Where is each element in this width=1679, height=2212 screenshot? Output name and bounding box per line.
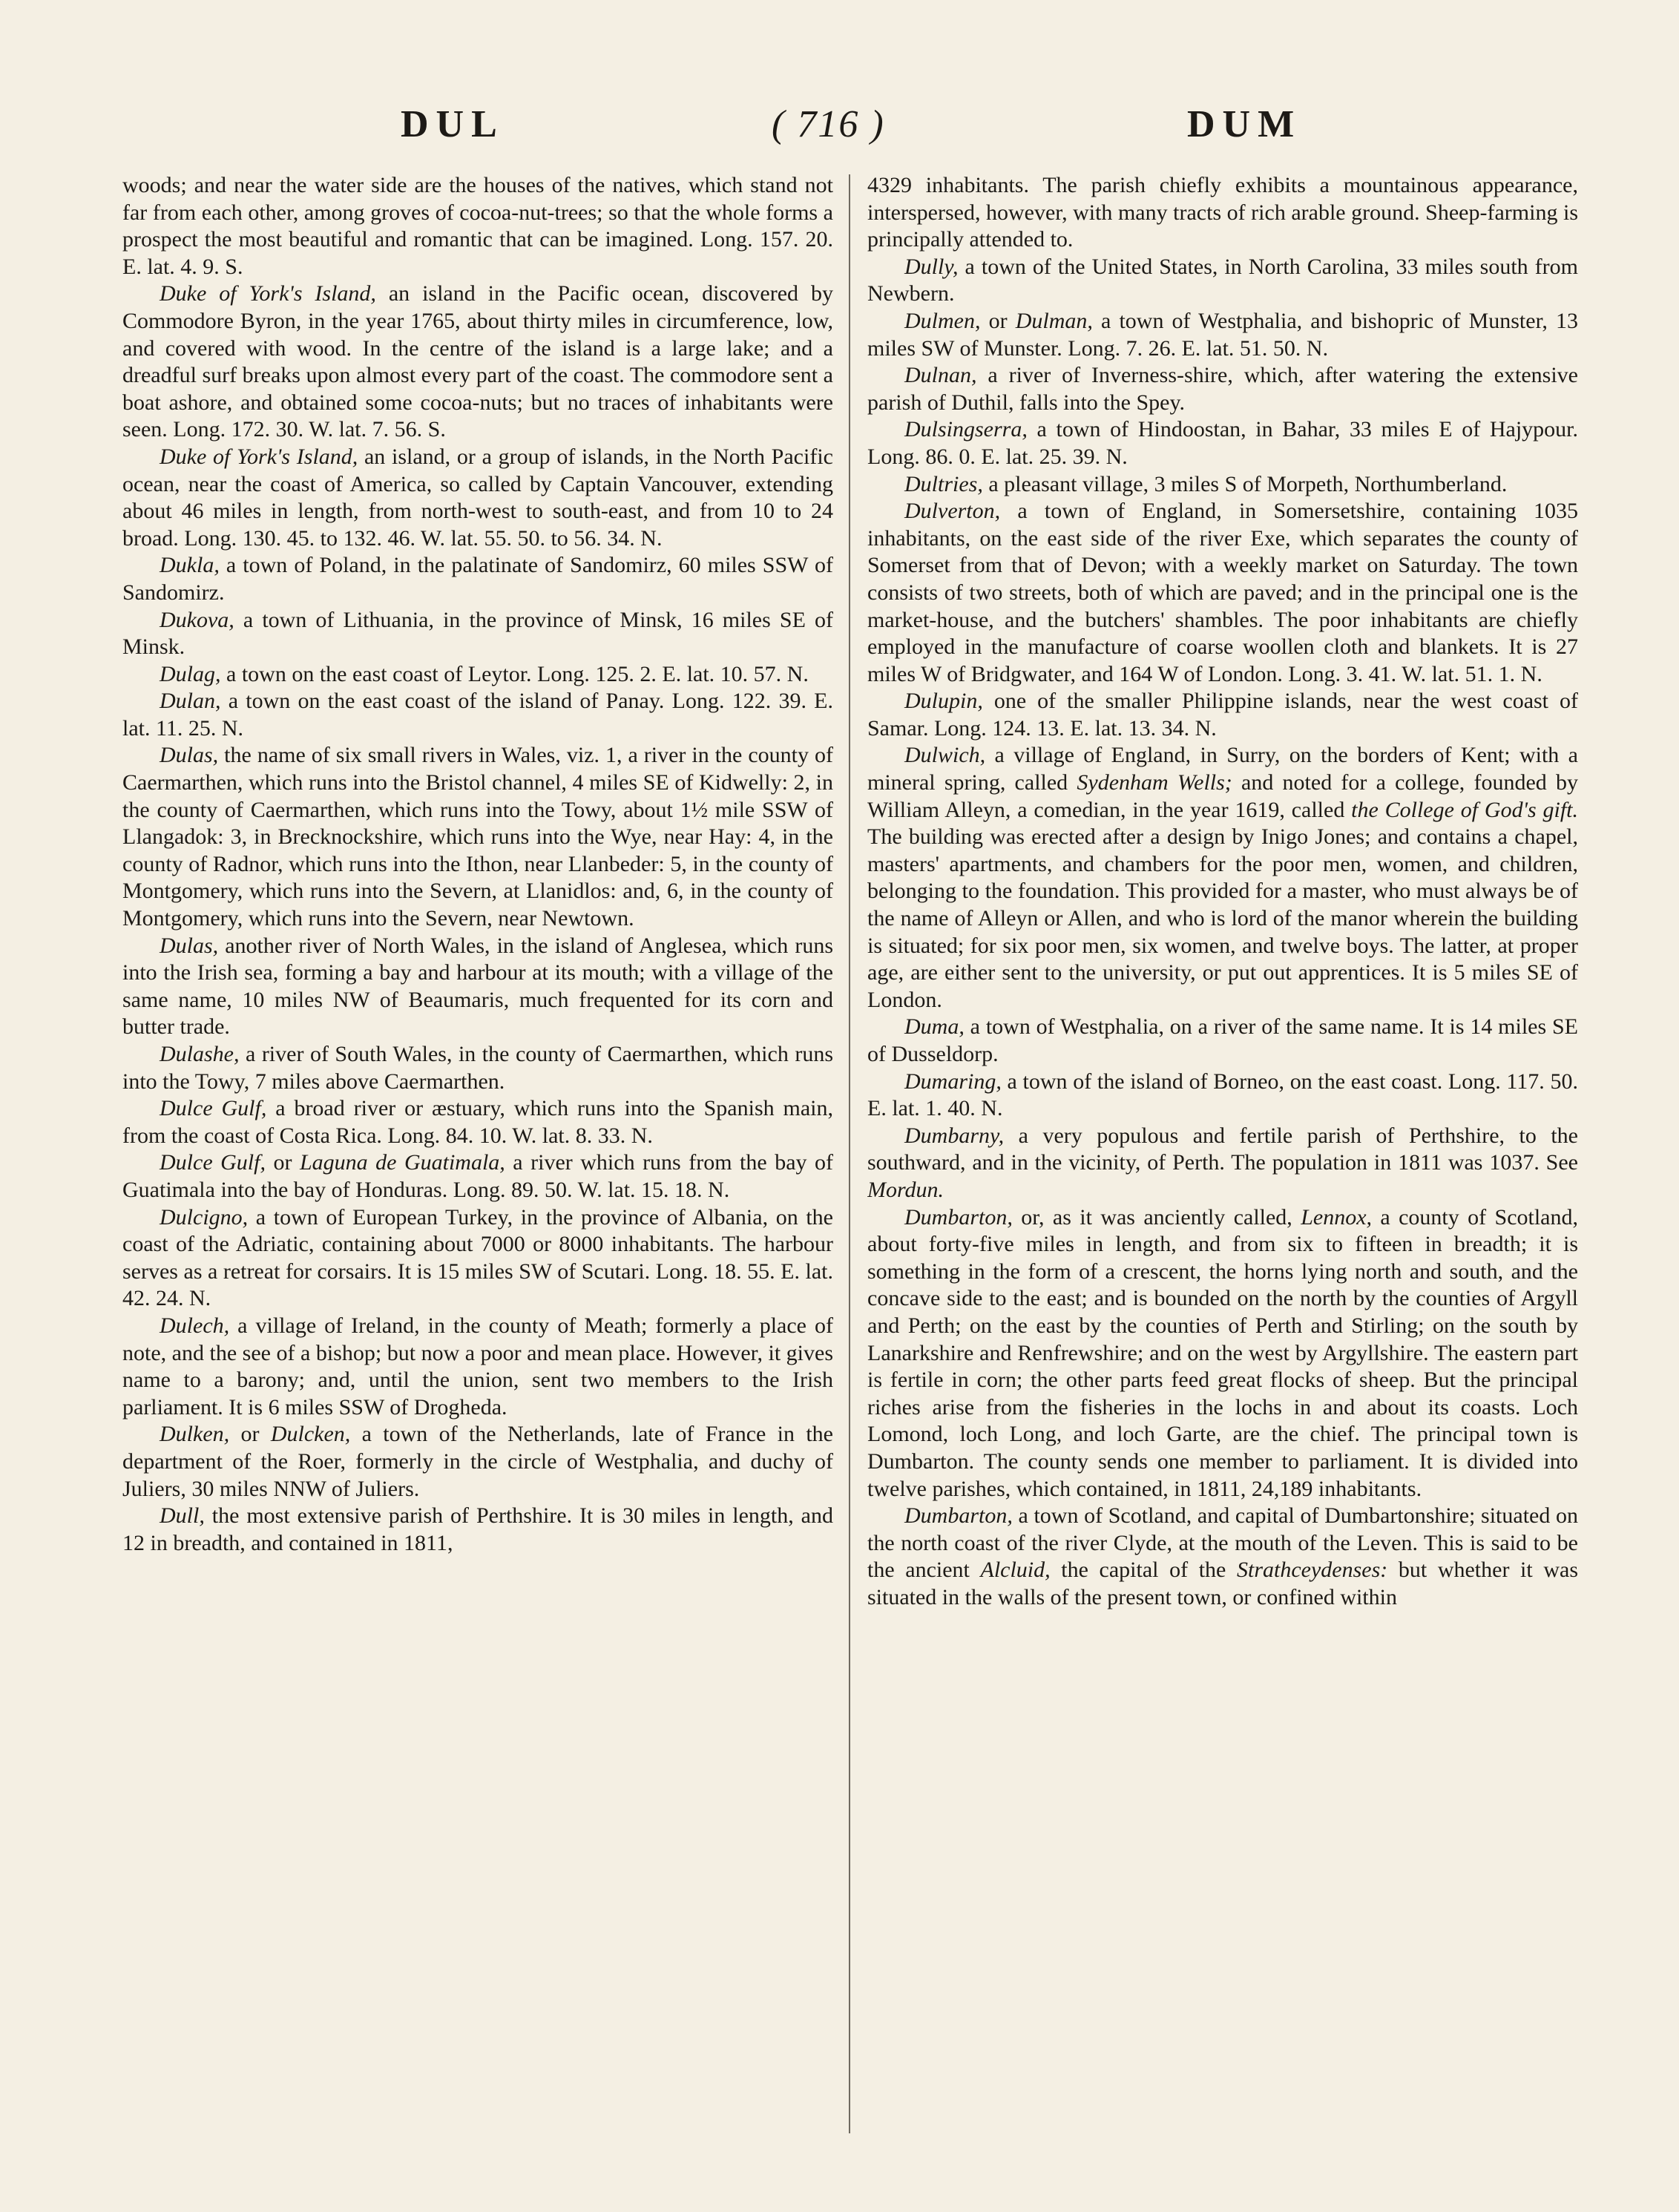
entry-text: another river of North Wales, in the island of Anglesea, which runs into the Irish sea, forming a bay and harbour at its mouth; with a village of the same name, 10 miles NW of Beaumaris, much frequented for its corn and butter trade.	[122, 933, 833, 1040]
gazetteer-entry	[122, 661, 833, 689]
entry-term: Dulupin,	[904, 689, 983, 714]
entry-term: Dulan,	[160, 689, 221, 714]
continued-entry	[122, 172, 833, 280]
running-header	[111, 102, 1565, 162]
entry-term: Dulwich,	[904, 743, 986, 768]
entry-term: Dulag,	[160, 661, 221, 686]
gazetteer-entry	[122, 444, 833, 552]
gazetteer-entry	[122, 933, 833, 1041]
entry-text: but whether it was situated in the walls of the present town, or confined within	[867, 1558, 1578, 1609]
entry-term: Strathceydenses:	[1236, 1558, 1388, 1583]
continued-entry	[867, 172, 1578, 254]
entry-text: a town of European Turkey, in the province of Albania, on the coast of the Adriatic, containing about 7000 or 8000 inhabitants. The harbour serves as a retreat for corsairs. It is 15 miles SW of Scutari. Long. 18. 55. E. lat. 42. 24. N.	[122, 1204, 833, 1311]
gazetteer-entry	[122, 1149, 833, 1204]
gazetteer-entry	[867, 362, 1578, 416]
entry-text: a town of Westphalia, on a river of the same name. It is 14 miles SE of Dusseldorp.	[867, 1014, 1578, 1066]
gazetteer-entry	[867, 1014, 1578, 1068]
entry-text: or	[229, 1422, 271, 1447]
entry-term: Duma,	[904, 1014, 965, 1040]
entry-text: a town of England, in Somersetshire, containing 1035 inhabitants, on the east side of the river Exe, which separates the county of Somerset from that of Devon; with a weekly market on Saturday. The town consists of two streets, both of which are paved; and in the principal one is the market-house, and the butchers' shambles. The poor inhabitants are chiefly employed in the manufacture of coarse woollen cloth and blankets. It is 27 miles W of Bridgwater, and 164 W of London. Long. 3. 41. W. lat. 51. 1. N.	[867, 499, 1578, 686]
gazetteer-entry	[122, 1095, 833, 1149]
entry-text: a river of South Wales, in the county of Caermarthen, which runs into the Towy, 7 miles above Caermarthen.	[122, 1042, 833, 1094]
entry-text: a town of Poland, in the palatinate of Sandomirz, 60 miles SSW of Sandomirz.	[122, 553, 833, 605]
entry-text: a village of Ireland, in the county of Meath; formerly a place of note, and the see of a bishop; but now a poor and mean place. However, it gives name to a barony; and, until the union, sent two members to the Irish parliament. It is 6 miles SSW of Drogheda.	[122, 1313, 833, 1420]
entry-text: a pleasant village, 3 miles S of Morpeth, Northumberland.	[982, 471, 1508, 496]
entry-term: Lennox,	[1301, 1204, 1373, 1230]
entry-text: an island, or a group of islands, in the North Pacific ocean, near the coast of America, so called by Captain Vancouver, extending about 46 miles in length, from north-west to south-east, and from 10 to 24 broad. Long. 130. 45. to 132. 46. W. lat. 55. 50. to 56. 34. N.	[122, 444, 833, 551]
entry-text: a town on the east coast of Leytor. Long. 125. 2. E. lat. 10. 57. N.	[220, 661, 809, 686]
gazetteer-entry	[122, 688, 833, 742]
entry-term: Sydenham Wells;	[1077, 770, 1232, 795]
entry-term: Duke of York's Island,	[160, 444, 358, 469]
entry-text: a very populous and fertile parish of Perthshire, to the southward, and in the vicinity, of Perth. The population in 1811 was 1037. See	[867, 1123, 1578, 1175]
gazetteer-entry	[122, 1503, 833, 1557]
entry-term: Dully,	[904, 254, 959, 279]
left-column	[122, 172, 833, 2146]
gazetteer-entry	[867, 254, 1578, 308]
gazetteer-entry	[122, 607, 833, 661]
entry-text: a town on the east coast of the island of Panay. Long. 122. 39. E. lat. 11. 25. N.	[122, 689, 833, 741]
entry-text: and noted for a college, founded by William Alleyn, a comedian, in the year 1619, called	[867, 770, 1578, 822]
entry-text: or	[265, 1150, 300, 1175]
gazetteer-entry	[122, 280, 833, 444]
gazetteer-entry	[122, 552, 833, 606]
entry-text: a town of the United States, in North Carolina, 33 miles south from Newbern.	[867, 254, 1578, 306]
entry-text: or, as it was anciently called,	[1012, 1204, 1301, 1230]
gazetteer-entry	[867, 498, 1578, 688]
entry-text: the most extensive parish of Perthshire. It is 30 miles in length, and 12 in breadth, and contained in 1811,	[122, 1503, 833, 1555]
entry-text: or	[980, 308, 1016, 333]
entry-term: Alcluid,	[980, 1558, 1051, 1583]
entry-text: the capital of the	[1050, 1558, 1237, 1583]
entry-term: Dukova,	[160, 607, 234, 632]
gazetteer-entry	[867, 1123, 1578, 1204]
gazetteer-entry	[122, 1041, 833, 1095]
entry-term: Dulken,	[160, 1422, 230, 1447]
entry-term: Duke of York's Island,	[160, 281, 376, 306]
entry-text: woods; and near the water side are the houses of the natives, which stand not far from each other, among groves of cocoa-nut-trees; so that the whole forms a prospect the most beautiful and romantic that can be imagined. Long. 157. 20. E. lat. 4. 9. S.	[122, 173, 833, 279]
entry-term: Dulverton,	[904, 499, 1001, 524]
entry-text: a broad river or æstuary, which runs into the Spanish main, from the coast of Costa Rica. Long. 84. 10. W. lat. 8. 33. N.	[122, 1096, 833, 1148]
entry-text: 4329 inhabitants. The parish chiefly exhibits a mountainous appearance, interspersed, however, with many tracts of rich arable ground. Sheep-farming is principally attended to.	[867, 173, 1578, 252]
entry-term: Dulech,	[160, 1313, 230, 1338]
gazetteer-entry	[122, 742, 833, 932]
column-divider	[849, 174, 850, 2133]
gazetteer-entry	[867, 688, 1578, 742]
entry-term: Dulashe,	[160, 1042, 240, 1066]
entry-term: Dulas,	[160, 933, 219, 958]
entry-text: a county of Scotland, about forty-five miles in length, and from six to fifteen in breadth; it is something in the form of a crescent, the horns lying north and south, and the concave side to the east; and is bounded on the north by the counties of Argyll and Perth; on the east by the counties of Perth and Stirling; on the south by Lanarkshire and Renfrewshire; and on the west by Argyllshire. The eastern part is fertile in corn; the other parts feed great flocks of sheep. But the principal riches arise from the fisheries in the lochs in and about its coasts. Loch Lomond, loch Long, and loch Garte, are the chief. The principal town is Dumbarton. The county sends one member to parliament. It is divided into twelve parishes, which contained, in 1811, 24,189 inhabitants.	[867, 1204, 1578, 1501]
page-number: ( 716 )	[772, 103, 885, 145]
entry-text: a town of the Netherlands, late of France in the department of the Roer, formerly in the circle of Westphalia, and duchy of Juliers, 30 miles NNW of Juliers.	[122, 1422, 833, 1501]
right-column	[867, 172, 1578, 2146]
entry-term: Dulsingserra,	[904, 417, 1028, 442]
entry-text: a river of Inverness-shire, which, after watering the extensive parish of Duthil, falls into the Spey.	[867, 363, 1578, 415]
entry-term: Dulcigno,	[160, 1204, 249, 1230]
entry-term: Dumbarton,	[904, 1204, 1013, 1230]
entry-text: a river which runs from the bay of Guatimala into the bay of Honduras. Long. 89. 50. W. lat. 15. 18. N.	[122, 1150, 833, 1202]
entry-text: a town of Westphalia, and bishopric of Munster, 13 miles SW of Munster. Long. 7. 26. E. lat. 51. 50. N.	[867, 308, 1578, 361]
entry-term: Dulcken,	[270, 1422, 351, 1447]
gazetteer-entry	[867, 308, 1578, 362]
gazetteer-entry	[122, 1204, 833, 1313]
entry-term: Dulce Gulf,	[160, 1096, 267, 1121]
entry-term: Dull,	[160, 1503, 205, 1529]
entry-text: a town of Hindoostan, in Bahar, 33 miles E of Hajypour. Long. 86. 0. E. lat. 25. 39. N.	[867, 417, 1578, 469]
header-left-guideword: DUL	[401, 103, 505, 145]
entry-text: a town of Lithuania, in the province of Minsk, 16 miles SE of Minsk.	[122, 607, 833, 660]
entry-term: Dulman,	[1015, 308, 1093, 333]
entry-text: one of the smaller Philippine islands, near the west coast of Samar. Long. 124. 13. E. lat. 13. 34. N.	[867, 689, 1578, 741]
entry-term: Dulce Gulf,	[160, 1150, 266, 1175]
entry-term: the College of God's gift.	[1351, 797, 1578, 822]
entry-term: Dumaring,	[904, 1069, 1002, 1094]
gazetteer-entry	[122, 1421, 833, 1503]
entry-text: a village of England, in Surry, on the borders of Kent; with a mineral spring, called	[867, 743, 1578, 795]
entry-term: Dulnan,	[904, 363, 977, 388]
gazetteer-entry	[122, 1313, 833, 1421]
entry-term: Dumbarny,	[904, 1123, 1005, 1148]
header-right-guideword: DUM	[1187, 103, 1302, 145]
entry-text: an island in the Pacific ocean, discovered by Commodore Byron, in the year 1765, about thirty miles in circumference, low, and covered with wood. In the centre of the island is a large lake; and a dreadful surf breaks upon almost every part of the coast. The commodore sent a boat ashore, and obtained some cocoa-nuts; but no traces of inhabitants were seen. Long. 172. 30. W. lat. 7. 56. S.	[122, 281, 833, 442]
entry-text: a town of Scotland, and capital of Dumbartonshire; situated on the north coast of the river Clyde, at the mouth of the Leven. This is said to be the ancient	[867, 1503, 1578, 1583]
entry-term: Dukla,	[160, 553, 220, 578]
entry-term: Dulmen,	[904, 308, 981, 333]
gazetteer-entry	[867, 471, 1578, 499]
gazetteer-entry	[867, 1069, 1578, 1123]
entry-term: Mordun.	[867, 1177, 944, 1202]
entry-term: Dultries,	[904, 471, 983, 496]
entry-text: the name of six small rivers in Wales, viz. 1, a river in the county of Caermarthen, which runs into the Bristol channel, 4 miles SE of Kidwelly: 2, in the county of Caermarthen, which runs into the Towy, about 1½ mile SSW of Llangadok: 3, in Brecknockshire, which runs into the Wye, near Hay: 4, in the county of Radnor, which runs into the Ithon, near Llanbeder: 5, in the county of Montgomery, which runs into the Severn, at Llanidlos: and, 6, in the county of Montgomery, which runs into the Severn, near Newtown.	[122, 743, 833, 931]
entry-text: The building was erected after a design by Inigo Jones; and contains a chapel, masters' apartments, and chambers for the poor men, women, and children, belonging to the foundation. This provided for a master, who must always be of the name of Alleyn or Allen, and who is lord of the manor wherein the building is situated; for six poor men, six women, and twelve boys. The latter, at proper age, are either sent to the university, or put out apprentices. It is 5 miles SE of London.	[867, 824, 1578, 1012]
gazetteer-entry	[867, 742, 1578, 1014]
entry-text: a town of the island of Borneo, on the east coast. Long. 117. 50. E. lat. 1. 40. N.	[867, 1069, 1578, 1121]
entry-term: Dulas,	[160, 743, 219, 768]
gazetteer-entry	[867, 1204, 1578, 1503]
entry-term: Dumbarton,	[904, 1503, 1013, 1529]
entry-term: Laguna de Guatimala,	[299, 1150, 505, 1175]
gazetteer-entry	[867, 416, 1578, 470]
gazetteer-entry	[867, 1503, 1578, 1611]
